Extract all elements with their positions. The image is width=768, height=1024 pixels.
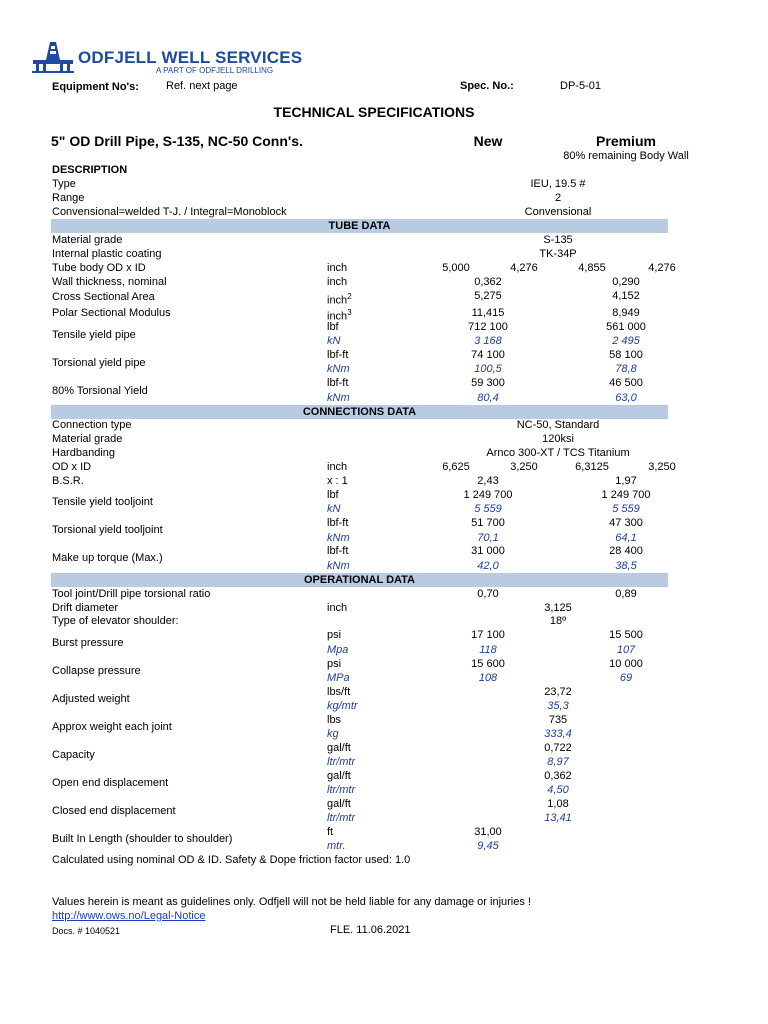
conn-material-label: Material grade — [52, 433, 123, 445]
conn-od-prem-od: 6,3125 — [575, 461, 609, 473]
ratio-prem: 0,89 — [615, 588, 637, 600]
tensile-pipe-new1: 712 100 — [468, 321, 508, 333]
torsional-tj-label: Torsional yield tooljoint — [52, 524, 163, 536]
psm-unit-text: inch — [327, 310, 348, 323]
torsional-pipe-unit2: kNm — [327, 363, 350, 375]
psm-prem: 8,949 — [612, 307, 640, 319]
psm-unit-sup: 3 — [347, 308, 352, 317]
logo-title: ODFJELL WELL SERVICES — [78, 48, 303, 67]
closed-end-v1: 1,08 — [547, 798, 569, 810]
capacity-label: Capacity — [52, 749, 95, 761]
open-end-unit2: ltr/mtr — [327, 784, 356, 796]
tensile-tj-prem1: 1 249 700 — [601, 489, 651, 501]
hardbanding-label: Hardbanding — [52, 447, 115, 459]
adjusted-weight-unit1: lbs/ft — [327, 686, 351, 698]
conn-material-value: 120ksi — [542, 433, 574, 445]
burst-label: Burst pressure — [52, 637, 124, 649]
built-length-unit1: ft — [327, 826, 334, 838]
bsr-prem: 1,97 — [615, 475, 637, 487]
range-value: 2 — [554, 192, 562, 204]
tensile-pipe-prem2: 2 495 — [612, 335, 640, 347]
joint-weight-label: Approx weight each joint — [52, 721, 172, 733]
collapse-prem1: 10 000 — [609, 658, 643, 670]
csa-unit — [327, 292, 352, 307]
torsional-tj-new1: 51 700 — [471, 517, 505, 529]
joint-weight-v1: 735 — [548, 714, 568, 726]
t80-label: 80% Torsional Yield — [52, 385, 148, 397]
torsional-tj-unit1: lbf-ft — [327, 517, 349, 529]
wall-unit: inch — [327, 276, 348, 288]
built-length-v2: 9,45 — [477, 840, 499, 852]
conn-od-prem-id: 3,250 — [648, 461, 676, 473]
joint-weight-v2: 333,4 — [544, 728, 572, 740]
burst-prem2: 107 — [616, 644, 636, 656]
tube-material-value: S-135 — [543, 234, 573, 246]
premium-note: 80% remaining Body Wall — [563, 150, 689, 162]
collapse-prem2: 69 — [619, 672, 633, 684]
ratio-new: 0,70 — [477, 588, 499, 600]
torsional-pipe-unit1: lbf-ft — [327, 349, 349, 361]
torsional-pipe-new1: 74 100 — [471, 349, 505, 361]
torsional-pipe-prem2: 78,8 — [615, 363, 637, 375]
tube-material-label: Material grade — [52, 234, 123, 246]
connections-band-label: CONNECTIONS DATA — [302, 406, 417, 418]
csa-new: 5,275 — [474, 290, 502, 302]
burst-prem1: 15 500 — [609, 629, 643, 641]
spec-label: Spec. No.: — [460, 80, 514, 92]
closed-end-unit2: ltr/mtr — [327, 812, 356, 824]
tube-od-new-od: 5,000 — [442, 262, 470, 274]
closed-end-v2: 13,41 — [544, 812, 572, 824]
conn-type-value: NC-50, Standard — [516, 419, 600, 431]
makeup-new1: 31 000 — [471, 545, 505, 557]
drift-value: 3,125 — [544, 602, 572, 614]
tensile-tj-label: Tensile yield tooljoint — [52, 496, 153, 508]
equipment-value: Ref. next page — [166, 80, 238, 92]
tensile-pipe-label: Tensile yield pipe — [52, 329, 136, 341]
type-label: Type — [52, 178, 76, 190]
tube-od-prem-od: 4,855 — [578, 262, 606, 274]
coating-label: Internal plastic coating — [52, 248, 162, 260]
conv-value: Convensional — [524, 206, 592, 218]
conn-od-new-id: 3,250 — [510, 461, 538, 473]
open-end-label: Open end displacement — [52, 777, 169, 789]
wall-new: 0,362 — [474, 276, 502, 288]
column-premium: Premium — [596, 133, 656, 149]
t80-prem1: 46 500 — [609, 377, 643, 389]
operational-band-label: OPERATIONAL DATA — [303, 574, 415, 586]
adjusted-weight-unit2: kg/mtr — [327, 700, 358, 712]
joint-weight-unit1: lbs — [327, 714, 342, 726]
collapse-new2: 108 — [478, 672, 498, 684]
collapse-unit1: psi — [327, 658, 342, 670]
csa-unit-text: inch — [327, 294, 348, 307]
burst-new2: 118 — [479, 644, 497, 656]
open-end-v2: 4,50 — [547, 784, 569, 796]
tensile-tj-new2: 5 559 — [474, 503, 502, 515]
company-logo — [30, 40, 320, 80]
burst-new1: 17 100 — [471, 629, 505, 641]
conn-od-unit: inch — [327, 461, 348, 473]
tube-od-prem-id: 4,276 — [648, 262, 676, 274]
tensile-pipe-unit1: lbf — [327, 321, 339, 333]
hardbanding-value: Arnco 300-XT / TCS Titanium — [486, 447, 630, 459]
t80-new1: 59 300 — [471, 377, 505, 389]
built-length-unit2: mtr. — [327, 840, 346, 852]
open-end-unit1: gal/ft — [327, 770, 351, 782]
csa-label: Cross Sectional Area — [52, 291, 155, 303]
disclaimer: Values herein is meant as guidelines only. Odfjell will not be held liable for any damage or injuries ! — [52, 896, 531, 908]
torsional-pipe-new2: 100,5 — [474, 363, 502, 375]
tensile-tj-unit1: lbf — [327, 489, 339, 501]
joint-weight-unit2: kg — [327, 728, 339, 740]
burst-unit2: Mpa — [327, 644, 349, 656]
psm-new: 11,415 — [471, 307, 505, 319]
capacity-unit1: gal/ft — [327, 742, 351, 754]
torsional-tj-new2: 70,1 — [477, 532, 499, 544]
t80-unit1: lbf-ft — [327, 377, 349, 389]
elevator-label: Type of elevator shoulder: — [52, 615, 179, 627]
wall-prem: 0,290 — [612, 276, 640, 288]
torsional-tj-unit2: kNm — [327, 532, 350, 544]
csa-prem: 4,152 — [612, 290, 640, 302]
capacity-v2: 8,97 — [547, 756, 569, 768]
column-new: New — [473, 133, 503, 149]
legal-notice-link[interactable]: http://www.ows.no/Legal-Notice — [52, 910, 206, 922]
open-end-v1: 0,362 — [544, 770, 572, 782]
makeup-unit1: lbf-ft — [327, 545, 349, 557]
closed-end-unit1: gal/ft — [327, 798, 351, 810]
wall-label: Wall thickness, nominal — [52, 276, 167, 288]
tube-band-label: TUBE DATA — [328, 220, 391, 232]
product-title: 5" OD Drill Pipe, S-135, NC-50 Conn's. — [51, 133, 303, 149]
makeup-label: Make up torque (Max.) — [52, 552, 163, 564]
t80-new2: 80,4 — [477, 392, 499, 404]
makeup-unit2: kNm — [327, 560, 350, 572]
collapse-label: Collapse pressure — [52, 665, 141, 677]
calculation-note: Calculated using nominal OD & ID. Safety & Dope friction factor used: 1.0 — [52, 854, 411, 866]
page-title: TECHNICAL SPECIFICATIONS — [273, 104, 475, 120]
range-label: Range — [52, 192, 85, 204]
capacity-v1: 0,722 — [544, 742, 572, 754]
description-heading: DESCRIPTION — [52, 164, 128, 176]
adjusted-weight-v1: 23,72 — [544, 686, 572, 698]
conv-label: Convensional=welded T-J. / Integral=Monoblock — [52, 206, 287, 218]
burst-unit1: psi — [327, 629, 342, 641]
t80-prem2: 63,0 — [615, 392, 637, 404]
makeup-prem1: 28 400 — [609, 545, 643, 557]
ratio-label: Tool joint/Drill pipe torsional ratio — [52, 588, 211, 600]
closed-end-label: Closed end displacement — [52, 805, 176, 817]
tensile-pipe-prem1: 561 000 — [606, 321, 646, 333]
tensile-pipe-new2: 3 168 — [474, 335, 502, 347]
adjusted-weight-label: Adjusted weight — [52, 693, 130, 705]
spec-value: DP-5-01 — [560, 80, 601, 92]
capacity-unit2: ltr/mtr — [327, 756, 356, 768]
makeup-prem2: 38,5 — [615, 560, 637, 572]
t80-unit2: kNm — [327, 392, 350, 404]
adjusted-weight-v2: 35,3 — [547, 700, 569, 712]
bsr-new: 2,43 — [477, 475, 499, 487]
tube-od-label: Tube body OD x ID — [52, 262, 146, 274]
makeup-new2: 42,0 — [477, 560, 499, 572]
collapse-unit2: MPa — [327, 672, 350, 684]
collapse-new1: 15 600 — [471, 658, 505, 670]
torsional-pipe-label: Torsional yield pipe — [52, 357, 146, 369]
tensile-pipe-unit2: kN — [327, 335, 341, 347]
bsr-unit: x : 1 — [327, 475, 348, 487]
docs-number: Docs. # 1040521 — [52, 926, 121, 936]
tensile-tj-new1: 1 249 700 — [463, 489, 513, 501]
built-length-label: Built In Length (shoulder to shoulder) — [52, 833, 233, 845]
drift-unit: inch — [327, 602, 348, 614]
tube-od-new-id: 4,276 — [510, 262, 538, 274]
coating-value: TK-34P — [539, 248, 577, 260]
torsional-tj-prem2: 64,1 — [615, 532, 637, 544]
tube-od-unit: inch — [327, 262, 348, 274]
torsional-tj-prem1: 47 300 — [609, 517, 643, 529]
equipment-label: Equipment No's: — [52, 81, 139, 93]
document-date: FLE. 11.06.2021 — [330, 924, 411, 936]
tensile-tj-unit2: kN — [327, 503, 341, 515]
psm-label: Polar Sectional Modulus — [52, 307, 171, 319]
csa-unit-sup: 2 — [347, 292, 352, 301]
logo-subtitle: A PART OF ODFJELL DRILLING — [156, 66, 274, 75]
built-length-v1: 31,00 — [474, 826, 502, 838]
conn-type-label: Connection type — [52, 419, 132, 431]
conn-od-new-od: 6,625 — [442, 461, 470, 473]
drift-label: Drift diameter — [52, 602, 119, 614]
bsr-label: B.S.R. — [52, 475, 84, 487]
elevator-value: 18º — [549, 615, 567, 627]
tensile-tj-prem2: 5 559 — [612, 503, 640, 515]
conn-od-label: OD x ID — [52, 461, 92, 473]
type-value: IEU, 19.5 # — [530, 178, 586, 190]
oil-rig-icon — [30, 40, 76, 74]
torsional-pipe-prem1: 58 100 — [609, 349, 643, 361]
